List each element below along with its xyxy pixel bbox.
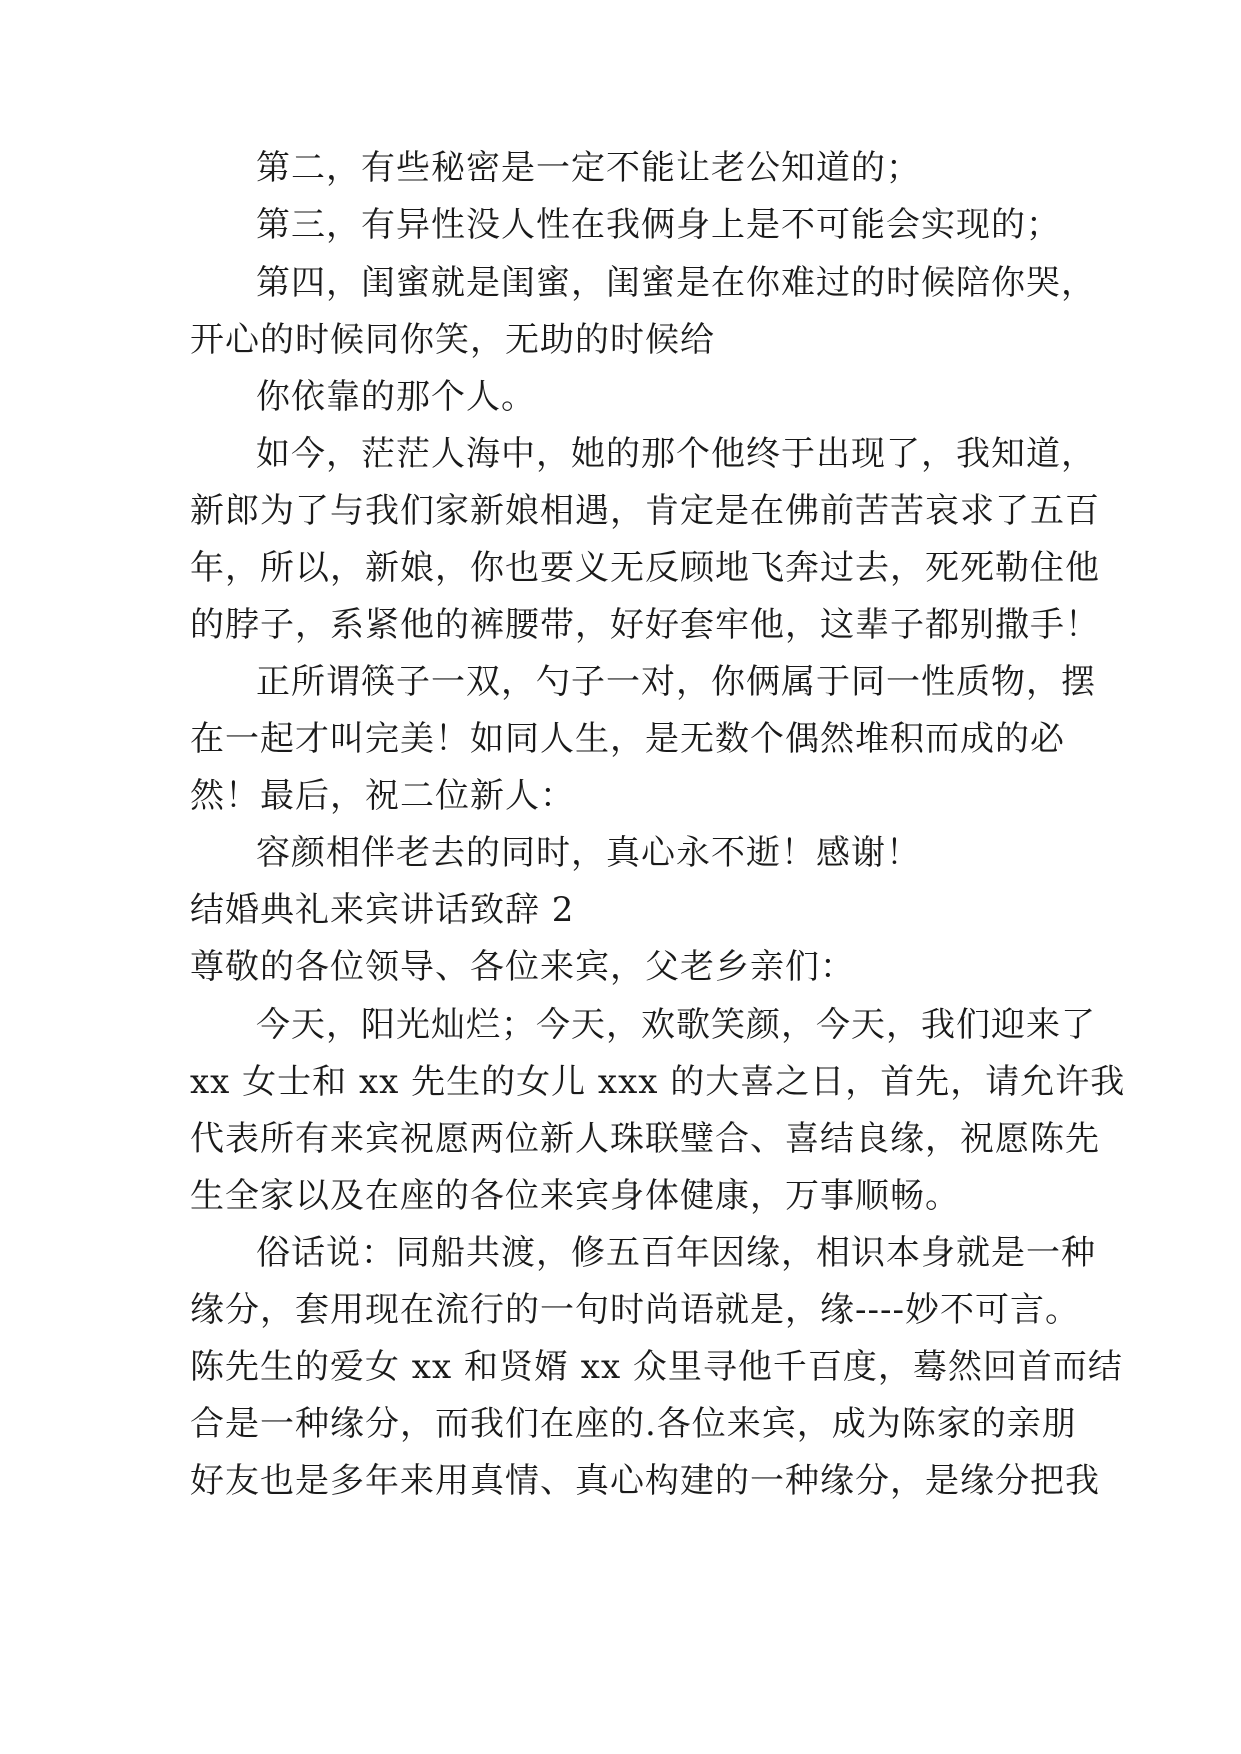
paragraph-line: 如今，茫茫人海中，她的那个他终于出现了，我知道， xyxy=(256,434,1096,474)
paragraph-line: 好友也是多年来用真情、真心构建的一种缘分，是缘分把我 xyxy=(190,1461,1100,1501)
paragraph-line: 开心的时候同你笑，无助的时候给 xyxy=(190,320,715,360)
paragraph-line: 第三，有异性没人性在我俩身上是不可能会实现的； xyxy=(256,205,1061,245)
paragraph-line: 的脖子，系紧他的裤腰带，好好套牢他，这辈子都别撒手！ xyxy=(190,605,1100,645)
salutation-line: 尊敬的各位领导、各位来宾，父老乡亲们： xyxy=(190,947,855,987)
paragraph-line: 今天，阳光灿烂；今天，欢歌笑颜，今天，我们迎来了 xyxy=(256,1005,1096,1045)
section-heading: 结婚典礼来宾讲话致辞 2 xyxy=(190,890,575,930)
paragraph-line: 第二，有些秘密是一定不能让老公知道的； xyxy=(256,148,921,188)
paragraph-line: xx 女士和 xx 先生的女儿 xxx 的大喜之日，首先，请允许我 xyxy=(190,1062,1126,1102)
paragraph-line: 新郎为了与我们家新娘相遇，肯定是在佛前苦苦哀求了五百 xyxy=(190,491,1100,531)
paragraph-line: 在一起才叫完美！如同人生，是无数个偶然堆积而成的必 xyxy=(190,719,1065,759)
paragraph-line: 第四，闺蜜就是闺蜜，闺蜜是在你难过的时候陪你哭， xyxy=(256,263,1096,303)
paragraph-line: 俗话说：同船共渡，修五百年因缘，相识本身就是一种 xyxy=(256,1233,1096,1273)
paragraph-line: 然！最后，祝二位新人： xyxy=(190,776,575,816)
paragraph-line: 正所谓筷子一双，勺子一对，你俩属于同一性质物，摆 xyxy=(256,662,1096,702)
paragraph-line: 陈先生的爱女 xx 和贤婿 xx 众里寻他千百度，蓦然回首而结 xyxy=(190,1347,1123,1387)
paragraph-line: 代表所有来宾祝愿两位新人珠联璧合、喜结良缘，祝愿陈先 xyxy=(190,1119,1100,1159)
paragraph-line: 缘分，套用现在流行的一句时尚语就是，缘----妙不可言。 xyxy=(190,1290,1080,1330)
paragraph-line: 合是一种缘分，而我们在座的.各位来宾，成为陈家的亲朋 xyxy=(190,1404,1077,1444)
paragraph-line: 年，所以，新娘，你也要义无反顾地飞奔过去，死死勒住他 xyxy=(190,548,1100,588)
paragraph-line: 你依靠的那个人。 xyxy=(256,377,536,417)
paragraph-line: 生全家以及在座的各位来宾身体健康，万事顺畅。 xyxy=(190,1176,960,1216)
paragraph-line: 容颜相伴老去的同时，真心永不逝！感谢！ xyxy=(256,833,921,873)
